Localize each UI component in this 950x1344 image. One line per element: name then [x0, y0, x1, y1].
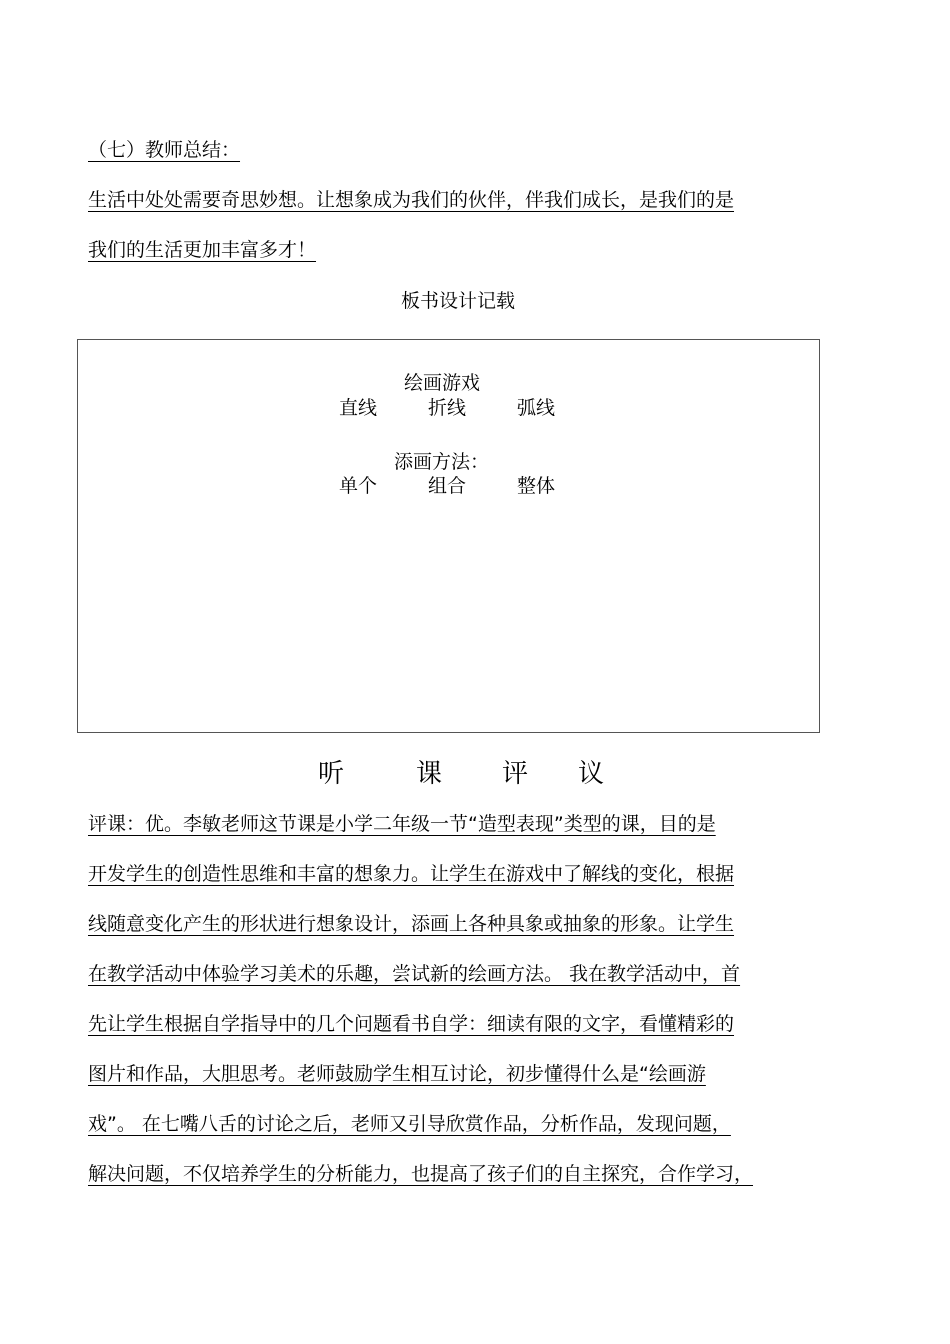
review-line-8: 解决问题，不仅培养学生的分析能力，也提高了孩子们的自主探究，合作学习，	[88, 1163, 754, 1185]
review-line-5: 先让学生根据自学指导中的几个问题看书自学：细读有限的文字，看懂精彩的	[88, 1013, 735, 1035]
summary-line-1: 生活中处处需要奇思妙想。让想象成为我们的伙伴，伴我们成长，是我们的是	[88, 189, 735, 211]
method-combined: 组合	[428, 475, 467, 497]
summary-line-2: 我们的生活更加丰富多才！	[88, 239, 317, 261]
board-title: 绘画游戏	[404, 372, 481, 394]
review-title-char-3: 评	[502, 759, 529, 789]
review-line-7: 戏”。 在七嘴八舌的讨论之后，老师又引导欣赏作品，分析作品，发现问题，	[88, 1113, 731, 1135]
method-whole: 整体	[517, 475, 556, 497]
method-single: 单个	[339, 475, 378, 497]
review-title-char-2: 课	[416, 759, 443, 789]
summary-heading: （七）教师总结：	[88, 139, 241, 161]
review-title-char-4: 议	[578, 759, 605, 789]
board-design-caption: 板书设计记载	[401, 290, 516, 312]
review-line-4: 在教学活动中体验学习美术的乐趣，尝试新的绘画方法。 我在教学活动中，首	[88, 963, 741, 985]
line-type-polyline: 折线	[428, 397, 467, 419]
review-line-3: 线随意变化产生的形状进行想象设计，添画上各种具象或抽象的形象。让学生	[88, 913, 735, 935]
line-type-straight: 直线	[339, 397, 378, 419]
method-label: 添画方法：	[394, 451, 490, 473]
review-line-6: 图片和作品，大胆思考。老师鼓励学生相互讨论，初步懂得什么是“绘画游	[88, 1063, 706, 1085]
board-design-box	[77, 339, 820, 733]
review-title-char-1: 听	[318, 759, 345, 789]
review-line-1: 评课：优。李敏老师这节课是小学二年级一节“造型表现”类型的课，目的是	[88, 813, 716, 835]
line-type-arc: 弧线	[517, 397, 556, 419]
review-line-2: 开发学生的创造性思维和丰富的想象力。让学生在游戏中了解线的变化，根据	[88, 863, 735, 885]
